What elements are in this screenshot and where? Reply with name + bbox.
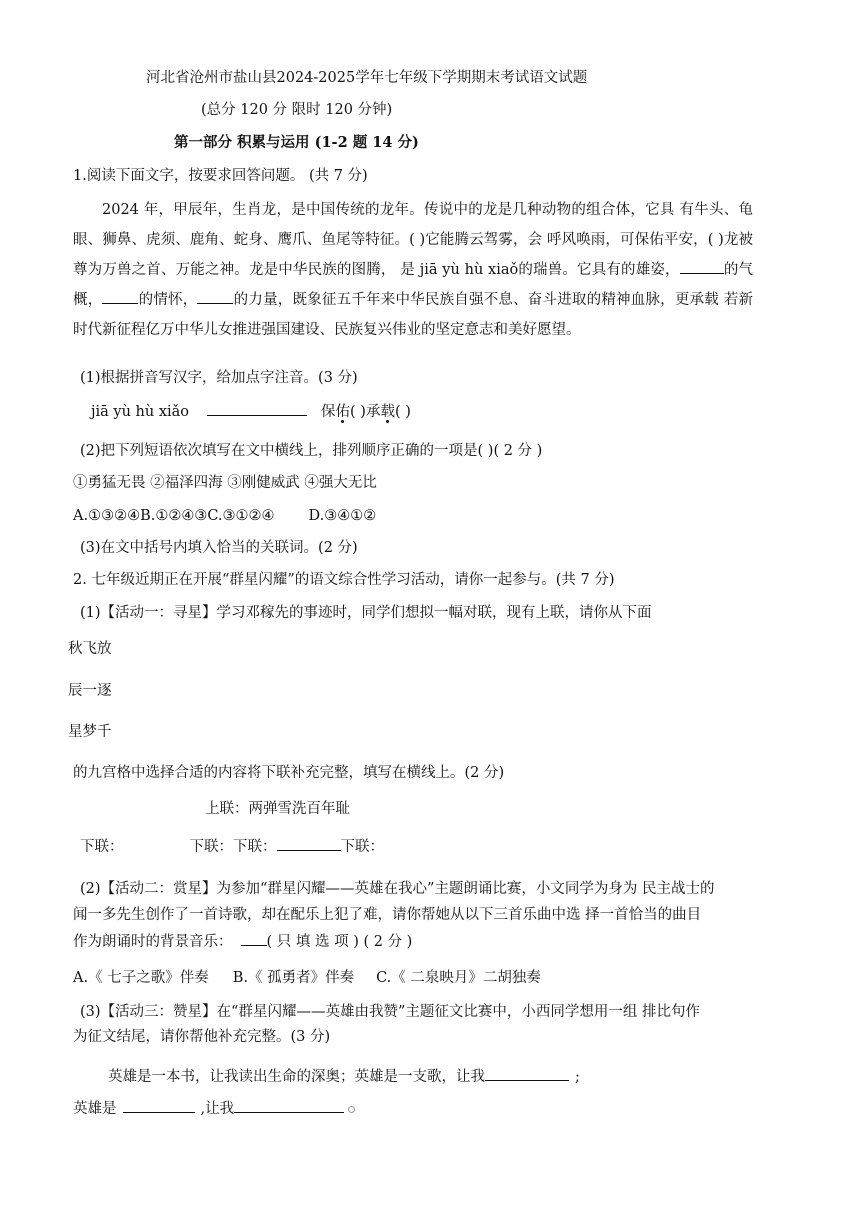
answer-blank[interactable] [197,289,233,304]
option-c[interactable]: C.《 二泉映月》二胡独奏 [376,970,541,986]
period-mark [348,1106,355,1113]
activity-2-line-1: (2)【活动二：赏星】为参加“群星闪耀——英雄在我心”主题朗诵比赛，小文同学为身为 民主战士的 [80,881,715,897]
option-b[interactable]: B.①②④③ [140,508,208,524]
answer-blank[interactable] [241,931,267,946]
activity-1-stem: (1)【活动一：寻星】学习邓稼先的事迹时，同学们想拟一幅对联，现有上联，请你从下面 [80,605,652,621]
answer-blank[interactable] [277,836,341,851]
answer-blank[interactable] [234,1098,344,1113]
option-a[interactable]: A.①③②④ [73,508,141,524]
page-title: 河北省沧州市盐山县2024-2025学年七年级下学期期末考试语文试题 [146,70,588,86]
option-a[interactable]: A.《 七子之歌》伴奏 [73,970,209,986]
answer-blank[interactable] [680,259,724,274]
activity-2-line-3: 作为朗诵时的背景音乐： ( 只 填 选 项 ) ( 2 分 ) [73,931,412,952]
couplet-upper: 上联：两弹雪洗百年耻 [205,801,350,817]
question-2-stem: 2. 七年级近期正在开展“群星闪耀”的语文综合性学习活动，请你一起参与。(共 7 分) [73,572,615,588]
answer-blank[interactable] [485,1066,569,1081]
reading-passage: 2024 年，甲辰年，生肖龙，是中国传统的龙年。传说中的龙是几种动物的组合体，它具 有牛头、龟眼、狮鼻、虎须、鹿角、蛇身、鹰爪、鱼尾等特征。( )它能腾云驾雾，会 呼风唤雨，可保佑平安，( )龙被尊为万兽之首、万能之神。龙是中华民族的图腾， 是 jiā yù hù xiaǒ的瑞兽。它具有的雄姿， 的气概， 的情怀， 的力量，既象征五千年来中华民族自强不息、奋斗进取的精神血脉，更承载 若新时代新征程亿万中华儿女推进强国建设、民族复兴伟业的坚定意志和美好愿望。 [73,202,754,338]
activity-1-stem-2: 的九宫格中选择合适的内容将下联补充完整，填写在横线上。(2 分) [73,765,505,781]
activity-2-line-2: 闻一多先生创作了一首诗歌，却在配乐上犯了难，请你帮她从以下三首乐曲中选 择一首恰当的曲目 [73,907,702,923]
subquestion-1-1: (1)根据拼音写汉字，给加点字注音。(3 分) [80,370,358,386]
phrase-list: ①勇猛无畏 ②福泽四海 ③刚健威武 ④强大无比 [73,475,377,491]
option-b[interactable]: B.《 孤勇者》伴奏 [232,970,355,986]
option-c[interactable]: C.③①②④ [207,508,275,524]
grid-row-1: 秋飞放 [68,641,112,657]
options-row [73,506,376,526]
answer-blank[interactable] [207,401,307,416]
pinyin-row: jiā yù hù xiǎo 保佑( )承载( ) [91,401,411,422]
couplet-lower: 下联： 下联：下联： 下联： [80,836,384,857]
section-heading: 第一部分 积累与运用 (1-2 题 14 分) [174,134,419,151]
answer-blank[interactable] [123,1098,195,1113]
parallel-sentence-1: 英雄是一本书，让我读出生命的深奥；英雄是一支歌，让我 ; [108,1066,580,1087]
activity-3-line-2: 为征文结尾，请你帮他补充完整。(3 分) [73,1029,331,1045]
activity-3-line-1: (3)【活动三：赞星】在“群星闪耀——英雄由我赞”主题征文比赛中，小西同学想用一组 排比句作 [80,1004,700,1020]
subquestion-1-3: (3)在文中括号内填入恰当的关联词。(2 分) [80,540,358,556]
grid-row-3: 星梦千 [68,724,112,740]
exam-info: (总分 120 分 限时 120 分钟) [201,102,393,118]
parallel-sentence-2: 英雄是 ,让我 [73,1098,355,1119]
music-options [73,968,541,988]
answer-blank[interactable] [102,289,138,304]
subquestion-1-2: (2)把下列短语依次填写在文中横线上，排列顺序正确的一项是( )( 2 分 ) [80,443,543,459]
grid-row-2: 辰一逐 [68,683,112,699]
option-d[interactable]: D.③④①② [308,508,377,524]
question-1-stem: 1.阅读下面文字，按要求回答问题。 (共 7 分) [73,168,368,184]
